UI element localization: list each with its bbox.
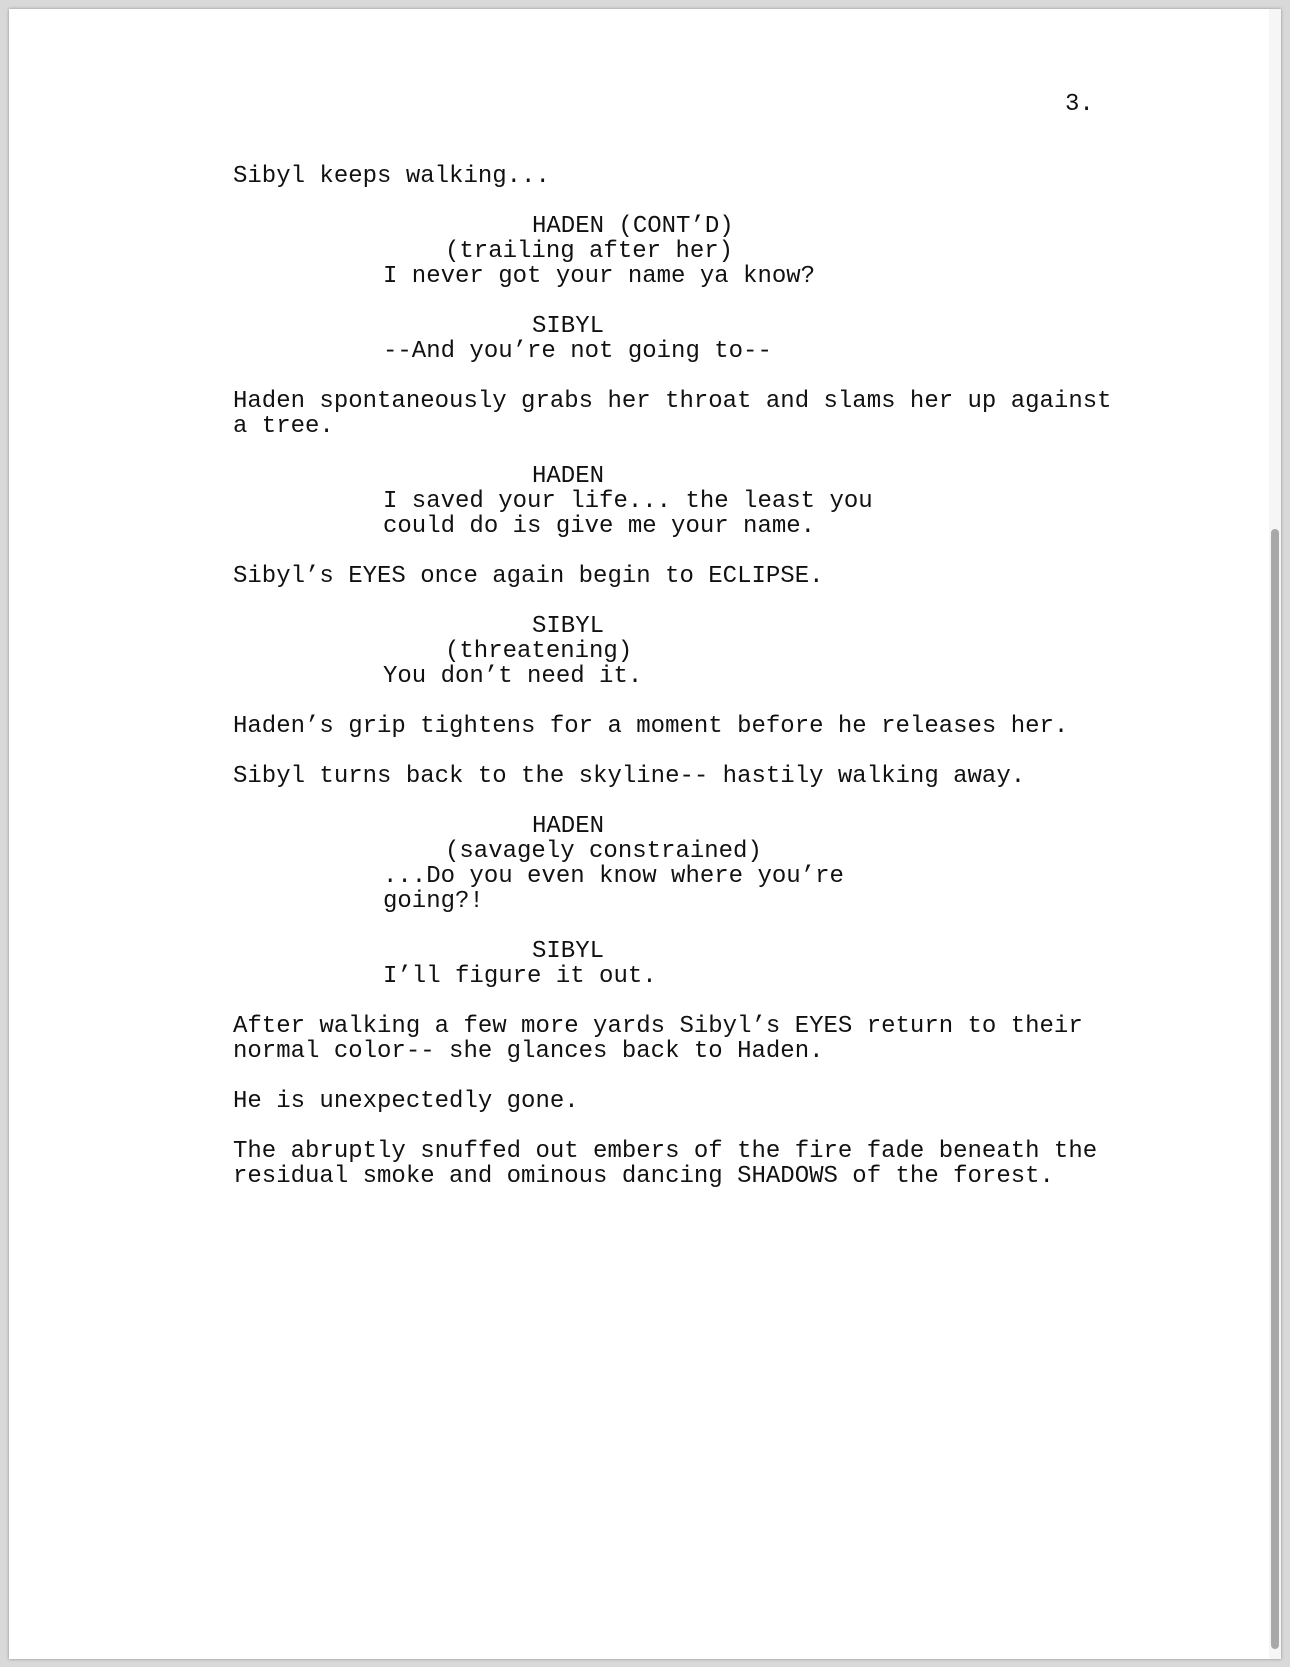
scrollbar-thumb[interactable] [1271, 529, 1279, 1649]
parenthetical: (savagely constrained) [445, 838, 762, 865]
action-line: Haden spontaneously grabs her throat and slams her up against [233, 388, 1112, 415]
page-number: 3. [1065, 91, 1094, 118]
vertical-scrollbar[interactable] [1269, 9, 1281, 1659]
action-line: Sibyl turns back to the skyline-- hastily walking away. [233, 763, 1026, 790]
dialogue-line: going?! [383, 888, 484, 915]
dialogue-line: --And you’re not going to-- [383, 338, 772, 365]
action-line: The abruptly snuffed out embers of the fire fade beneath the [233, 1138, 1098, 1165]
action-line: After walking a few more yards Sibyl’s EYES return to their [233, 1013, 1083, 1040]
action-line: a tree. [233, 413, 334, 440]
character-name: SIBYL [532, 938, 605, 965]
character-name: SIBYL [532, 313, 605, 340]
parenthetical: (threatening) [445, 638, 633, 665]
dialogue-line: I never got your name ya know? [383, 263, 816, 290]
action-line: Haden’s grip tightens for a moment before he releases her. [233, 713, 1069, 740]
action-line: normal color-- she glances back to Haden. [233, 1038, 824, 1065]
action-line: Sibyl keeps walking... [233, 163, 550, 190]
character-name: HADEN [532, 463, 605, 490]
character-name: HADEN [532, 813, 605, 840]
action-line: He is unexpectedly gone. [233, 1088, 579, 1115]
dialogue-line: ...Do you even know where you’re [383, 863, 844, 890]
parenthetical: (trailing after her) [445, 238, 734, 265]
character-name: HADEN (CONT’D) [532, 213, 734, 240]
dialogue-line: I saved your life... the least you [383, 488, 873, 515]
action-line: Sibyl’s EYES once again begin to ECLIPSE. [233, 563, 824, 590]
dialogue-line: You don’t need it. [383, 663, 643, 690]
dialogue-line: I’ll figure it out. [383, 963, 657, 990]
screenplay-page [9, 9, 1281, 1659]
character-name: SIBYL [532, 613, 605, 640]
dialogue-line: could do is give me your name. [383, 513, 816, 540]
action-line: residual smoke and ominous dancing SHADOWS of the forest. [233, 1163, 1054, 1190]
